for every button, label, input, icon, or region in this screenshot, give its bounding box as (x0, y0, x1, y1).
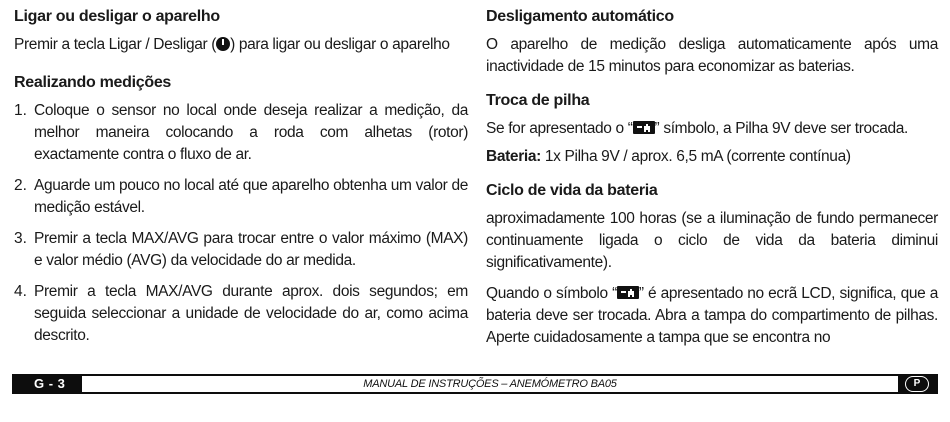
step-number: 1. (14, 102, 27, 119)
battery-life-text: aproximadamente 100 horas (se a iluminação de fundo permanecer continuamente ligada o ciclo de vida da bateria diminui significativamente). (486, 210, 938, 271)
footer-title-bar (82, 376, 898, 392)
language-badge: P (905, 376, 929, 392)
right-column (486, 6, 938, 358)
battery-replace-before: Quando o símbolo “ (486, 285, 617, 302)
step-text: Coloque o sensor no local onde deseja realizar a medição, da melhor maneira colocando a roda com alhetas (rotor) exactamente contra o fluxo de ar. (34, 102, 468, 163)
page-footer (12, 374, 938, 394)
battery-change-text (486, 118, 938, 140)
power-text-before: Premir a tecla Ligar / Desligar ( (14, 36, 217, 53)
step-text: Premir a tecla MAX/AVG durante aprox. dois segundos; em seguida seleccionar a unidade de velocidade do ar, como acima descrito. (34, 283, 468, 344)
power-icon (216, 37, 230, 51)
page-number: G - 3 (34, 376, 66, 391)
list-item (14, 100, 468, 166)
battery-label: Bateria: (486, 148, 541, 165)
step-number: 2. (14, 177, 27, 194)
battery-icon (633, 121, 655, 134)
list-item (14, 175, 468, 219)
step-text: Aguarde um pouco no local até que aparelho obtenha um valor de medição estável. (34, 177, 468, 216)
manual-title: MANUAL DE INSTRUÇÕES – ANEMÓMETRO BA05 (363, 378, 617, 390)
list-item (14, 281, 468, 347)
battery-icon (617, 286, 639, 299)
battery-change-after: ” símbolo, a Pilha 9V deve ser trocada. (654, 120, 908, 137)
list-item (14, 228, 468, 272)
measurement-steps-list (14, 100, 468, 347)
step-number: 4. (14, 283, 27, 300)
battery-life-heading: Ciclo de vida da bateria (486, 182, 658, 199)
power-text-after: ) para ligar ou desligar o aparelho (230, 36, 450, 53)
step-text: Premir a tecla MAX/AVG para trocar entre o valor máximo (MAX) e valor médio (AVG) da velocidade do ar medida. (34, 230, 468, 269)
left-column (14, 6, 468, 356)
auto-off-heading: Desligamento automático (486, 8, 674, 25)
measurement-heading: Realizando medições (14, 74, 172, 91)
auto-off-text: O aparelho de medição desliga automaticamente após uma inactividade de 15 minutos para economizar as baterias. (486, 36, 938, 75)
step-number: 3. (14, 230, 27, 247)
battery-change-heading: Troca de pilha (486, 92, 590, 109)
power-heading: Ligar ou desligar o aparelho (14, 8, 220, 25)
battery-spec (486, 146, 938, 168)
power-instruction (14, 34, 468, 56)
battery-replace-after: ” é apresentado no ecrã LCD, significa, que a bateria deve ser trocada. Abra a tampa do compartimento de pilhas. Aperte cuidadosamente a tampa que se encontra no (486, 285, 938, 346)
battery-replace-text (486, 283, 938, 349)
battery-value: 1x Pilha 9V / aprox. 6,5 mA (corrente contínua) (540, 148, 851, 165)
battery-change-before: Se for apresentado o “ (486, 120, 633, 137)
